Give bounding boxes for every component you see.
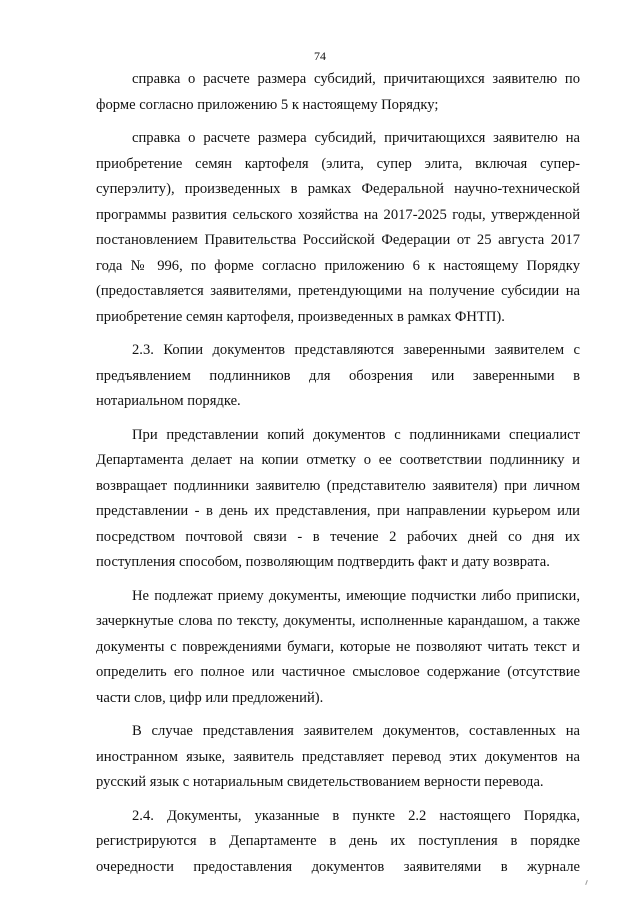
text-line: 2.4. Документы, указанные в пункте 2.2 настоящего Порядка, [132,807,580,824]
text-line: очередности предоставления документов заявителями в журнале [96,858,580,875]
text-line: приобретение семян картофеля (элита, супер элита, включая супер- [96,155,580,172]
text-line: справка о расчете размера субсидий, причитающихся заявителю на [132,130,580,146]
text-line: справка о расчете размера субсидий, причитающихся заявителю по [132,71,580,87]
text-line: 2.3. Копии документов представляются заверенными заявителем с [132,342,580,358]
text-line: посредством почтовой связи - в течение 2 рабочих дней со дня их [96,528,580,545]
document-body [96,67,580,884]
text-line: русский язык с нотариальным свидетельствованием верности перевода. [96,774,544,790]
paragraph-certificate-form-6 [96,126,580,330]
paragraph-section-2-4 [96,804,580,881]
text-line: (предоставляется заявителями, претендующими на получение субсидии на [96,283,580,299]
paragraph-rejected-documents [96,584,580,712]
text-line: регистрируются в Департаменте в день их поступления в порядке [96,833,580,849]
text-line: Не подлежат приему документы, имеющие подчистки либо приписки, [132,587,580,604]
text-line: части слов, цифр или предложений). [96,689,324,706]
scan-mark [585,880,588,885]
text-line: поступления способом, позволяющим подтвердить факт и дату возврата. [96,554,550,570]
text-line: определить его полное или частичное смысловое содержание (отсутствие [96,664,580,680]
text-line: иностранном языке, заявитель представляет перевод этих документов на [96,748,580,765]
text-line: При представлении копий документов с подлинниками специалист [132,426,580,443]
paragraph-certificate-form-5 [96,67,580,118]
text-line: постановлением Правительства Российской Федерации от 25 августа 2017 [96,232,580,248]
text-line: зачеркнутые слова по тексту, документы, исполненные карандашом, а также [96,613,580,629]
text-line: возвращает подлинники заявителю (представителю заявителя) при личном [96,477,580,494]
text-line: В случае представления заявителем документов, составленных на [132,723,580,739]
text-line: представлении - в день их представления, при направлении курьером или [96,503,580,519]
paragraph-foreign-language [96,719,580,796]
text-line: года № 996, по форме согласно приложению 6 к настоящему Порядку [96,257,580,274]
text-line: предъявлением подлинников для обозрения или заверенными в [96,367,580,384]
text-line: приобретение семян картофеля, произведенных в рамках ФНТП). [96,308,505,325]
text-line: документы с повреждениями бумаги, которые не позволяют читать текст и [96,638,580,655]
text-line: Департамента делает на копии отметку о ее соответствии подлиннику и [96,452,580,468]
text-line: форме согласно приложению 5 к настоящему Порядку; [96,96,439,113]
paragraph-copies-verification [96,423,580,576]
text-line: нотариальном порядке. [96,393,241,409]
page-number: 74 [314,49,326,63]
text-line: суперэлиту), произведенных в рамках Федеральной научно-технической [96,181,580,197]
text-line: программы развития сельского хозяйства на 2017-2025 годы, утвержденной [96,206,580,223]
paragraph-section-2-3 [96,338,580,415]
